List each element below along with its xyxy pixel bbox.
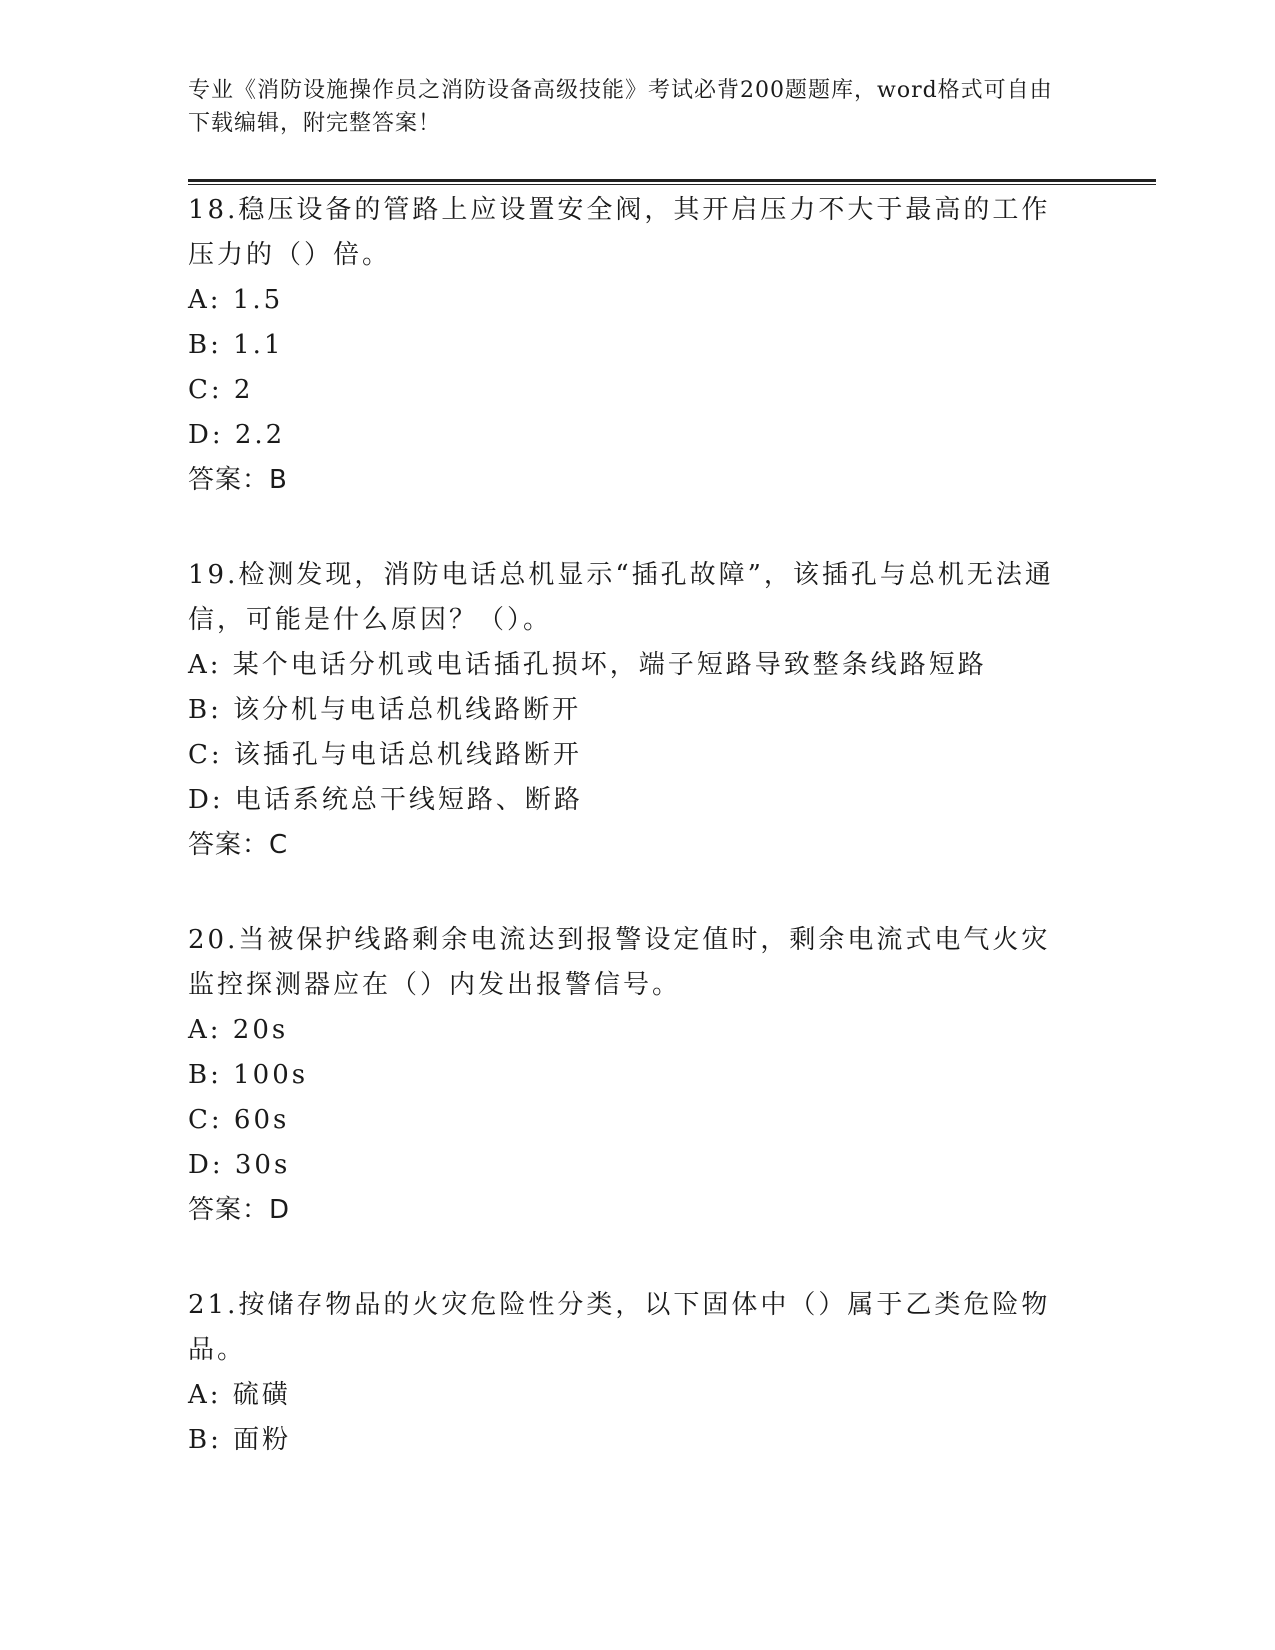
option-a: A: 20s xyxy=(188,1015,289,1045)
header-divider-thin xyxy=(188,184,1156,185)
option-b: B: 该分机与电话总机线路断开 xyxy=(188,695,582,725)
option-a: A: 某个电话分机或电话插孔损坏，端子短路导致整条线路短路 xyxy=(188,650,987,680)
question-stem: 21.按储存物品的火灾危险性分类，以下固体中（）属于乙类危险物品。 xyxy=(188,1290,1051,1365)
option-c: C: 2 xyxy=(188,375,254,405)
option-a: A: 硫磺 xyxy=(188,1380,291,1410)
option-b: B: 100s xyxy=(188,1060,309,1090)
option-b: B: 1.1 xyxy=(188,330,284,360)
option-d: D: 电话系统总干线短路、断路 xyxy=(188,785,583,815)
option-d: D: 30s xyxy=(188,1150,291,1180)
answer: 答案：C xyxy=(188,830,289,860)
question-19 xyxy=(188,553,1088,868)
question-stem: 19.检测发现，消防电话总机显示“插孔故障”，该插孔与总机无法通信，可能是什么原因？（）。 xyxy=(188,560,1054,635)
option-c: C: 该插孔与电话总机线路断开 xyxy=(188,740,582,770)
question-stem: 20.当被保护线路剩余电流达到报警设定值时，剩余电流式电气火灾监控探测器应在（）内发出报警信号。 xyxy=(188,925,1051,1000)
question-21 xyxy=(188,1283,1088,1463)
answer: 答案：D xyxy=(188,1195,291,1225)
document-header: 专业《消防设施操作员之消防设备高级技能》考试必背200题题库，word格式可自由下载编辑，附完整答案！ xyxy=(188,78,1053,136)
option-d: D: 2.2 xyxy=(188,420,286,450)
option-a: A: 1.5 xyxy=(188,285,284,315)
header-divider-thick xyxy=(188,179,1156,182)
answer: 答案：B xyxy=(188,465,288,495)
question-stem: 18.稳压设备的管路上应设置安全阀，其开启压力不大于最高的工作压力的（）倍。 xyxy=(188,195,1051,270)
question-18 xyxy=(188,188,1088,503)
question-20 xyxy=(188,918,1088,1233)
option-c: C: 60s xyxy=(188,1105,290,1135)
option-b: B: 面粉 xyxy=(188,1425,292,1455)
